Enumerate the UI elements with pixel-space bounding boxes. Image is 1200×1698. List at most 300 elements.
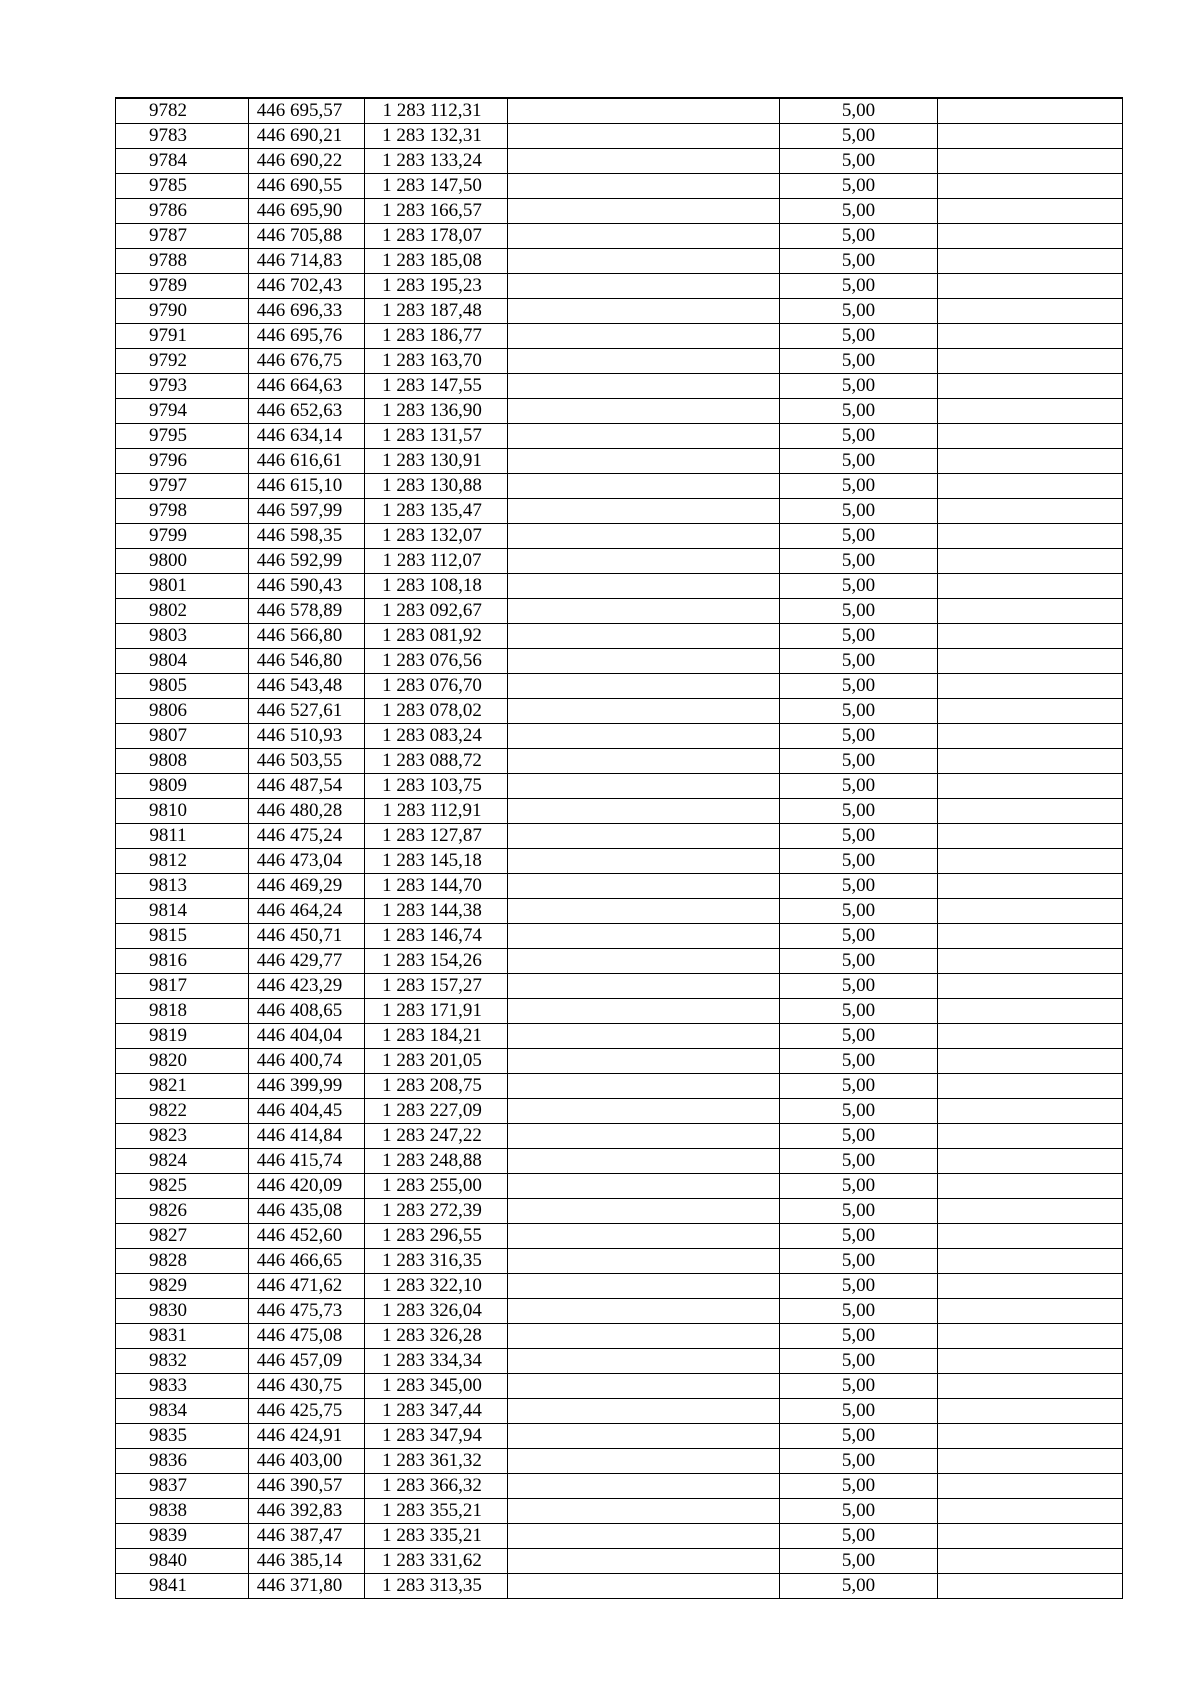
empty-cell xyxy=(938,1224,1123,1249)
x-coordinate-cell: 446 695,76 xyxy=(249,324,365,349)
x-coordinate-cell: 446 408,65 xyxy=(249,999,365,1024)
empty-cell xyxy=(938,199,1123,224)
x-coordinate-cell: 446 403,00 xyxy=(249,1449,365,1474)
empty-cell xyxy=(508,1274,780,1299)
table-row xyxy=(116,799,1123,824)
empty-cell xyxy=(508,224,780,249)
point-number-cell: 9832 xyxy=(116,1349,249,1374)
value-cell: 5,00 xyxy=(780,374,938,399)
value-cell: 5,00 xyxy=(780,1199,938,1224)
point-number-cell: 9785 xyxy=(116,174,249,199)
table-row xyxy=(116,349,1123,374)
x-coordinate-cell: 446 543,48 xyxy=(249,674,365,699)
empty-cell xyxy=(508,1049,780,1074)
point-number-cell: 9826 xyxy=(116,1199,249,1224)
y-coordinate-cell: 1 283 132,31 xyxy=(365,124,508,149)
y-coordinate-cell: 1 283 361,32 xyxy=(365,1449,508,1474)
y-coordinate-cell: 1 283 186,77 xyxy=(365,324,508,349)
x-coordinate-cell: 446 578,89 xyxy=(249,599,365,624)
value-cell: 5,00 xyxy=(780,98,938,124)
y-coordinate-cell: 1 283 208,75 xyxy=(365,1074,508,1099)
value-cell: 5,00 xyxy=(780,649,938,674)
y-coordinate-cell: 1 283 313,35 xyxy=(365,1574,508,1599)
empty-cell xyxy=(938,499,1123,524)
y-coordinate-cell: 1 283 195,23 xyxy=(365,274,508,299)
empty-cell xyxy=(508,299,780,324)
value-cell: 5,00 xyxy=(780,1124,938,1149)
point-number-cell: 9824 xyxy=(116,1149,249,1174)
value-cell: 5,00 xyxy=(780,149,938,174)
empty-cell xyxy=(508,174,780,199)
y-coordinate-cell: 1 283 092,67 xyxy=(365,599,508,624)
point-number-cell: 9789 xyxy=(116,274,249,299)
empty-cell xyxy=(938,449,1123,474)
y-coordinate-cell: 1 283 248,88 xyxy=(365,1149,508,1174)
table-row xyxy=(116,1499,1123,1524)
point-number-cell: 9831 xyxy=(116,1324,249,1349)
table-row xyxy=(116,574,1123,599)
empty-cell xyxy=(508,249,780,274)
empty-cell xyxy=(508,924,780,949)
value-cell: 5,00 xyxy=(780,624,938,649)
empty-cell xyxy=(508,1424,780,1449)
empty-cell xyxy=(508,499,780,524)
empty-cell xyxy=(938,274,1123,299)
table-row xyxy=(116,424,1123,449)
point-number-cell: 9822 xyxy=(116,1099,249,1124)
point-number-cell: 9786 xyxy=(116,199,249,224)
value-cell: 5,00 xyxy=(780,724,938,749)
x-coordinate-cell: 446 480,28 xyxy=(249,799,365,824)
y-coordinate-cell: 1 283 144,38 xyxy=(365,899,508,924)
point-number-cell: 9807 xyxy=(116,724,249,749)
empty-cell xyxy=(508,324,780,349)
x-coordinate-cell: 446 546,80 xyxy=(249,649,365,674)
table-row xyxy=(116,124,1123,149)
value-cell: 5,00 xyxy=(780,424,938,449)
y-coordinate-cell: 1 283 154,26 xyxy=(365,949,508,974)
point-number-cell: 9792 xyxy=(116,349,249,374)
empty-cell xyxy=(508,874,780,899)
point-number-cell: 9835 xyxy=(116,1424,249,1449)
table-row xyxy=(116,774,1123,799)
y-coordinate-cell: 1 283 146,74 xyxy=(365,924,508,949)
x-coordinate-cell: 446 527,61 xyxy=(249,699,365,724)
empty-cell xyxy=(938,1174,1123,1199)
table-row xyxy=(116,274,1123,299)
table-row xyxy=(116,174,1123,199)
empty-cell xyxy=(508,1549,780,1574)
point-number-cell: 9833 xyxy=(116,1374,249,1399)
empty-cell xyxy=(508,949,780,974)
table-row xyxy=(116,324,1123,349)
empty-cell xyxy=(508,1149,780,1174)
value-cell: 5,00 xyxy=(780,1024,938,1049)
empty-cell xyxy=(508,699,780,724)
table-row xyxy=(116,249,1123,274)
empty-cell xyxy=(508,999,780,1024)
x-coordinate-cell: 446 385,14 xyxy=(249,1549,365,1574)
value-cell: 5,00 xyxy=(780,174,938,199)
value-cell: 5,00 xyxy=(780,1099,938,1124)
empty-cell xyxy=(508,1224,780,1249)
empty-cell xyxy=(508,424,780,449)
y-coordinate-cell: 1 283 171,91 xyxy=(365,999,508,1024)
y-coordinate-cell: 1 283 326,04 xyxy=(365,1299,508,1324)
table-row xyxy=(116,674,1123,699)
x-coordinate-cell: 446 597,99 xyxy=(249,499,365,524)
empty-cell xyxy=(938,1149,1123,1174)
value-cell: 5,00 xyxy=(780,1574,938,1599)
value-cell: 5,00 xyxy=(780,274,938,299)
point-number-cell: 9795 xyxy=(116,424,249,449)
value-cell: 5,00 xyxy=(780,874,938,899)
empty-cell xyxy=(508,549,780,574)
value-cell: 5,00 xyxy=(780,1349,938,1374)
value-cell: 5,00 xyxy=(780,474,938,499)
y-coordinate-cell: 1 283 088,72 xyxy=(365,749,508,774)
point-number-cell: 9784 xyxy=(116,149,249,174)
y-coordinate-cell: 1 283 108,18 xyxy=(365,574,508,599)
value-cell: 5,00 xyxy=(780,1549,938,1574)
x-coordinate-cell: 446 452,60 xyxy=(249,1224,365,1249)
table-row xyxy=(116,399,1123,424)
x-coordinate-cell: 446 616,61 xyxy=(249,449,365,474)
point-number-cell: 9811 xyxy=(116,824,249,849)
point-number-cell: 9797 xyxy=(116,474,249,499)
value-cell: 5,00 xyxy=(780,824,938,849)
value-cell: 5,00 xyxy=(780,349,938,374)
table-row xyxy=(116,199,1123,224)
y-coordinate-cell: 1 283 331,62 xyxy=(365,1549,508,1574)
x-coordinate-cell: 446 473,04 xyxy=(249,849,365,874)
x-coordinate-cell: 446 475,73 xyxy=(249,1299,365,1324)
empty-cell xyxy=(938,1474,1123,1499)
empty-cell xyxy=(508,1174,780,1199)
y-coordinate-cell: 1 283 130,88 xyxy=(365,474,508,499)
point-number-cell: 9823 xyxy=(116,1124,249,1149)
value-cell: 5,00 xyxy=(780,549,938,574)
y-coordinate-cell: 1 283 081,92 xyxy=(365,624,508,649)
y-coordinate-cell: 1 283 083,24 xyxy=(365,724,508,749)
empty-cell xyxy=(508,624,780,649)
empty-cell xyxy=(938,1099,1123,1124)
value-cell: 5,00 xyxy=(780,1174,938,1199)
empty-cell xyxy=(938,1049,1123,1074)
x-coordinate-cell: 446 469,29 xyxy=(249,874,365,899)
empty-cell xyxy=(508,1449,780,1474)
table-row xyxy=(116,374,1123,399)
empty-cell xyxy=(508,849,780,874)
table-row xyxy=(116,1524,1123,1549)
empty-cell xyxy=(938,724,1123,749)
table-row xyxy=(116,899,1123,924)
empty-cell xyxy=(938,149,1123,174)
coordinates-table xyxy=(115,97,1123,1599)
x-coordinate-cell: 446 404,45 xyxy=(249,1099,365,1124)
table-row xyxy=(116,524,1123,549)
point-number-cell: 9816 xyxy=(116,949,249,974)
x-coordinate-cell: 446 429,77 xyxy=(249,949,365,974)
empty-cell xyxy=(938,424,1123,449)
y-coordinate-cell: 1 283 078,02 xyxy=(365,699,508,724)
y-coordinate-cell: 1 283 326,28 xyxy=(365,1324,508,1349)
y-coordinate-cell: 1 283 130,91 xyxy=(365,449,508,474)
empty-cell xyxy=(938,874,1123,899)
table-row xyxy=(116,1099,1123,1124)
point-number-cell: 9806 xyxy=(116,699,249,724)
value-cell: 5,00 xyxy=(780,199,938,224)
table-row xyxy=(116,1074,1123,1099)
table-row xyxy=(116,924,1123,949)
empty-cell xyxy=(938,974,1123,999)
value-cell: 5,00 xyxy=(780,1149,938,1174)
value-cell: 5,00 xyxy=(780,1249,938,1274)
table-body xyxy=(116,98,1123,1599)
table-row xyxy=(116,549,1123,574)
table-row xyxy=(116,224,1123,249)
empty-cell xyxy=(508,1074,780,1099)
point-number-cell: 9837 xyxy=(116,1474,249,1499)
point-number-cell: 9817 xyxy=(116,974,249,999)
y-coordinate-cell: 1 283 227,09 xyxy=(365,1099,508,1124)
value-cell: 5,00 xyxy=(780,1049,938,1074)
empty-cell xyxy=(938,674,1123,699)
empty-cell xyxy=(508,599,780,624)
empty-cell xyxy=(508,349,780,374)
x-coordinate-cell: 446 435,08 xyxy=(249,1199,365,1224)
empty-cell xyxy=(938,474,1123,499)
value-cell: 5,00 xyxy=(780,1524,938,1549)
value-cell: 5,00 xyxy=(780,224,938,249)
x-coordinate-cell: 446 414,84 xyxy=(249,1124,365,1149)
y-coordinate-cell: 1 283 366,32 xyxy=(365,1474,508,1499)
point-number-cell: 9788 xyxy=(116,249,249,274)
point-number-cell: 9803 xyxy=(116,624,249,649)
y-coordinate-cell: 1 283 103,75 xyxy=(365,774,508,799)
table-row xyxy=(116,1024,1123,1049)
empty-cell xyxy=(938,1249,1123,1274)
x-coordinate-cell: 446 425,75 xyxy=(249,1399,365,1424)
y-coordinate-cell: 1 283 347,94 xyxy=(365,1424,508,1449)
empty-cell xyxy=(508,974,780,999)
x-coordinate-cell: 446 592,99 xyxy=(249,549,365,574)
table-row xyxy=(116,474,1123,499)
empty-cell xyxy=(938,1524,1123,1549)
point-number-cell: 9829 xyxy=(116,1274,249,1299)
x-coordinate-cell: 446 457,09 xyxy=(249,1349,365,1374)
x-coordinate-cell: 446 714,83 xyxy=(249,249,365,274)
x-coordinate-cell: 446 590,43 xyxy=(249,574,365,599)
table-row xyxy=(116,499,1123,524)
table-row xyxy=(116,649,1123,674)
table-row xyxy=(116,624,1123,649)
value-cell: 5,00 xyxy=(780,449,938,474)
x-coordinate-cell: 446 510,93 xyxy=(249,724,365,749)
table-row xyxy=(116,874,1123,899)
empty-cell xyxy=(938,1399,1123,1424)
empty-cell xyxy=(508,1349,780,1374)
empty-cell xyxy=(938,1374,1123,1399)
table-row xyxy=(116,1449,1123,1474)
empty-cell xyxy=(938,549,1123,574)
empty-cell xyxy=(938,799,1123,824)
y-coordinate-cell: 1 283 355,21 xyxy=(365,1499,508,1524)
x-coordinate-cell: 446 475,08 xyxy=(249,1324,365,1349)
x-coordinate-cell: 446 450,71 xyxy=(249,924,365,949)
empty-cell xyxy=(508,1324,780,1349)
y-coordinate-cell: 1 283 135,47 xyxy=(365,499,508,524)
x-coordinate-cell: 446 423,29 xyxy=(249,974,365,999)
y-coordinate-cell: 1 283 247,22 xyxy=(365,1124,508,1149)
value-cell: 5,00 xyxy=(780,1274,938,1299)
x-coordinate-cell: 446 415,74 xyxy=(249,1149,365,1174)
table-row xyxy=(116,849,1123,874)
x-coordinate-cell: 446 634,14 xyxy=(249,424,365,449)
table-row xyxy=(116,1174,1123,1199)
y-coordinate-cell: 1 283 112,07 xyxy=(365,549,508,574)
empty-cell xyxy=(938,824,1123,849)
point-number-cell: 9814 xyxy=(116,899,249,924)
y-coordinate-cell: 1 283 201,05 xyxy=(365,1049,508,1074)
empty-cell xyxy=(938,249,1123,274)
y-coordinate-cell: 1 283 136,90 xyxy=(365,399,508,424)
empty-cell xyxy=(938,124,1123,149)
empty-cell xyxy=(938,1124,1123,1149)
empty-cell xyxy=(508,749,780,774)
empty-cell xyxy=(938,1449,1123,1474)
empty-cell xyxy=(508,799,780,824)
empty-cell xyxy=(938,1499,1123,1524)
empty-cell xyxy=(938,399,1123,424)
empty-cell xyxy=(938,649,1123,674)
point-number-cell: 9805 xyxy=(116,674,249,699)
value-cell: 5,00 xyxy=(780,1499,938,1524)
table-row xyxy=(116,149,1123,174)
point-number-cell: 9838 xyxy=(116,1499,249,1524)
point-number-cell: 9821 xyxy=(116,1074,249,1099)
empty-cell xyxy=(508,524,780,549)
y-coordinate-cell: 1 283 147,50 xyxy=(365,174,508,199)
empty-cell xyxy=(508,1249,780,1274)
table-row xyxy=(116,1274,1123,1299)
x-coordinate-cell: 446 400,74 xyxy=(249,1049,365,1074)
point-number-cell: 9810 xyxy=(116,799,249,824)
empty-cell xyxy=(508,449,780,474)
empty-cell xyxy=(938,949,1123,974)
value-cell: 5,00 xyxy=(780,599,938,624)
value-cell: 5,00 xyxy=(780,1374,938,1399)
y-coordinate-cell: 1 283 334,34 xyxy=(365,1349,508,1374)
empty-cell xyxy=(508,399,780,424)
empty-cell xyxy=(938,599,1123,624)
point-number-cell: 9809 xyxy=(116,774,249,799)
x-coordinate-cell: 446 690,21 xyxy=(249,124,365,149)
point-number-cell: 9828 xyxy=(116,1249,249,1274)
table-row xyxy=(116,1574,1123,1599)
value-cell: 5,00 xyxy=(780,1299,938,1324)
value-cell: 5,00 xyxy=(780,1399,938,1424)
point-number-cell: 9791 xyxy=(116,324,249,349)
y-coordinate-cell: 1 283 147,55 xyxy=(365,374,508,399)
empty-cell xyxy=(938,1549,1123,1574)
empty-cell xyxy=(938,999,1123,1024)
x-coordinate-cell: 446 503,55 xyxy=(249,749,365,774)
point-number-cell: 9787 xyxy=(116,224,249,249)
y-coordinate-cell: 1 283 345,00 xyxy=(365,1374,508,1399)
value-cell: 5,00 xyxy=(780,249,938,274)
table-row xyxy=(116,724,1123,749)
empty-cell xyxy=(508,1299,780,1324)
point-number-cell: 9794 xyxy=(116,399,249,424)
table-row xyxy=(116,974,1123,999)
empty-cell xyxy=(508,1574,780,1599)
empty-cell xyxy=(508,1099,780,1124)
point-number-cell: 9800 xyxy=(116,549,249,574)
point-number-cell: 9793 xyxy=(116,374,249,399)
value-cell: 5,00 xyxy=(780,974,938,999)
point-number-cell: 9799 xyxy=(116,524,249,549)
table-row xyxy=(116,1474,1123,1499)
y-coordinate-cell: 1 283 163,70 xyxy=(365,349,508,374)
x-coordinate-cell: 446 615,10 xyxy=(249,474,365,499)
y-coordinate-cell: 1 283 272,39 xyxy=(365,1199,508,1224)
y-coordinate-cell: 1 283 296,55 xyxy=(365,1224,508,1249)
point-number-cell: 9798 xyxy=(116,499,249,524)
empty-cell xyxy=(938,1574,1123,1599)
x-coordinate-cell: 446 695,57 xyxy=(249,98,365,124)
point-number-cell: 9830 xyxy=(116,1299,249,1324)
empty-cell xyxy=(938,574,1123,599)
table-row xyxy=(116,1374,1123,1399)
empty-cell xyxy=(508,199,780,224)
point-number-cell: 9836 xyxy=(116,1449,249,1474)
value-cell: 5,00 xyxy=(780,524,938,549)
empty-cell xyxy=(938,1024,1123,1049)
value-cell: 5,00 xyxy=(780,849,938,874)
point-number-cell: 9819 xyxy=(116,1024,249,1049)
empty-cell xyxy=(938,624,1123,649)
table-row xyxy=(116,824,1123,849)
table-row xyxy=(116,449,1123,474)
point-number-cell: 9827 xyxy=(116,1224,249,1249)
value-cell: 5,00 xyxy=(780,749,938,774)
table-row xyxy=(116,299,1123,324)
x-coordinate-cell: 446 464,24 xyxy=(249,899,365,924)
x-coordinate-cell: 446 475,24 xyxy=(249,824,365,849)
empty-cell xyxy=(938,774,1123,799)
y-coordinate-cell: 1 283 127,87 xyxy=(365,824,508,849)
y-coordinate-cell: 1 283 112,91 xyxy=(365,799,508,824)
x-coordinate-cell: 446 702,43 xyxy=(249,274,365,299)
y-coordinate-cell: 1 283 076,70 xyxy=(365,674,508,699)
point-number-cell: 9796 xyxy=(116,449,249,474)
value-cell: 5,00 xyxy=(780,124,938,149)
x-coordinate-cell: 446 652,63 xyxy=(249,399,365,424)
empty-cell xyxy=(508,124,780,149)
value-cell: 5,00 xyxy=(780,774,938,799)
value-cell: 5,00 xyxy=(780,324,938,349)
empty-cell xyxy=(938,1324,1123,1349)
empty-cell xyxy=(938,1199,1123,1224)
empty-cell xyxy=(508,1499,780,1524)
empty-cell xyxy=(938,374,1123,399)
empty-cell xyxy=(938,299,1123,324)
x-coordinate-cell: 446 696,33 xyxy=(249,299,365,324)
x-coordinate-cell: 446 705,88 xyxy=(249,224,365,249)
empty-cell xyxy=(938,899,1123,924)
empty-cell xyxy=(508,824,780,849)
